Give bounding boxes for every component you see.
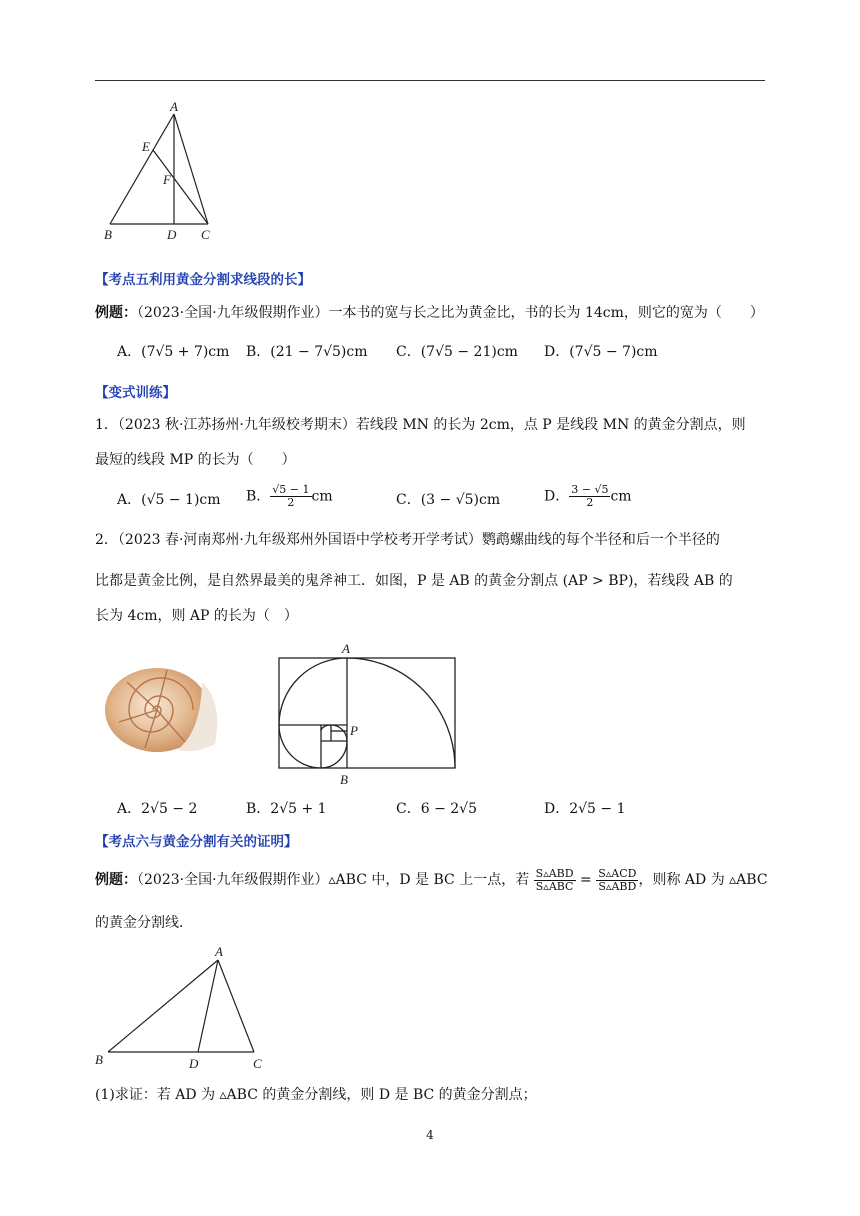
- section-5-options: [0, 340, 860, 364]
- fraction-numerator: √5 − 1: [272, 483, 310, 496]
- variant-q2-line2: 比都是黄金比例，是自然界最美的鬼斧神工．如图，P 是 AB 的黄金分割点 (AP > BP)，若线段 AB 的: [95, 573, 733, 589]
- segment-ac: [174, 114, 208, 224]
- label-b: B: [340, 772, 348, 787]
- page-number: 4: [426, 1128, 434, 1142]
- fraction-numerator: 3 − √5: [571, 483, 609, 496]
- section-6-heading: 【考点六与黄金分割有关的证明】: [95, 834, 298, 850]
- segment-ec: [153, 150, 208, 224]
- golden-spiral-curve: [279, 658, 455, 768]
- section-6-example-line2: 的黄金分割线．: [95, 915, 193, 931]
- example-text-1: （2023·全国·九年级假期作业）▵ABC 中，D 是 BC 上一点，若: [137, 872, 530, 888]
- q2-option-b: B．2√5 + 1: [246, 801, 327, 817]
- example-text: （2023·全国·九年级假期作业）一本书的宽与长之比为黄金比，书的长为 14cm，则它的宽为（ ）: [137, 305, 764, 321]
- fraction-numerator: S▵ABD: [535, 866, 574, 880]
- option-c: C．(7√5 − 21)cm: [396, 344, 518, 360]
- variant-q2-line3: 长为 4cm，则 AP 的长为（ ）: [95, 608, 298, 624]
- q1-option-d-unit: cm: [610, 488, 632, 505]
- q1-option-b: [246, 484, 333, 509]
- label-c: C: [201, 227, 210, 242]
- q1-option-b-label: B．: [246, 488, 271, 505]
- label-c: C: [253, 1056, 262, 1070]
- fraction-denominator: 2: [586, 496, 594, 509]
- option-d: D．(7√5 − 7)cm: [544, 344, 658, 360]
- triangle-figure-1: [95, 96, 225, 246]
- example-label: 例题：: [95, 305, 137, 321]
- label-f: F: [163, 172, 171, 187]
- variant-q2-line1: 2．（2023 春·河南郑州·九年级郑州外国语中学校考开学考试）鹦鹉螺曲线的每个半径和后一个半径的: [95, 532, 720, 548]
- label-b: B: [95, 1052, 103, 1067]
- fraction-denominator: 2: [287, 496, 295, 509]
- area-ratio-2: [596, 868, 638, 893]
- outer-rectangle: [279, 658, 455, 768]
- q1-option-b-fraction: [270, 484, 311, 509]
- q2-option-a: A．2√5 − 2: [117, 801, 198, 817]
- golden-spiral-figure: [270, 636, 466, 788]
- label-e: E: [142, 139, 150, 154]
- fraction-numerator: S▵ACD: [598, 866, 637, 880]
- q1-option-d: [544, 484, 632, 509]
- fraction-denominator: S▵ABC: [535, 879, 574, 893]
- label-d: D: [167, 227, 177, 242]
- segment-ac: [218, 960, 254, 1052]
- label-a: A: [170, 99, 178, 114]
- example-text-2: ，则称 AD 为 ▵ABC: [638, 872, 768, 888]
- label-p: P: [350, 723, 358, 738]
- q1-option-a: A．(√5 − 1)cm: [117, 492, 221, 508]
- nautilus-shell-image: [97, 662, 225, 757]
- example-label: 例题：: [95, 872, 137, 888]
- header-rule: [95, 80, 765, 81]
- q2-option-c: C．6 − 2√5: [396, 801, 477, 817]
- q1-option-c: C．(3 − √5)cm: [396, 492, 501, 508]
- q1-option-b-unit: cm: [311, 488, 333, 505]
- q1-option-d-label: D．: [544, 488, 570, 505]
- equals-sign: =: [580, 872, 592, 888]
- q2-option-d: D．2√5 − 1: [544, 801, 626, 817]
- option-a: A．(7√5 + 7)cm: [117, 344, 230, 360]
- label-a: A: [342, 641, 350, 656]
- variant-heading: 【变式训练】: [95, 385, 176, 401]
- segment-ab: [110, 114, 174, 224]
- section-6-question-1: (1)求证：若 AD 为 ▵ABC 的黄金分割线，则 D 是 BC 的黄金分割点；: [95, 1087, 537, 1103]
- label-b: B: [104, 227, 112, 242]
- label-a: A: [215, 944, 223, 959]
- variant-q1-options: [0, 484, 860, 516]
- variant-q1-line1: 1．（2023 秋·江苏扬州·九年级校考期末）若线段 MN 的长为 2cm，点 P 是线段 MN 的黄金分割点，则: [95, 417, 746, 433]
- section-5-example: [95, 303, 764, 323]
- triangle-figure-2: [90, 940, 280, 1070]
- variant-q2-options: [0, 797, 860, 821]
- label-d: D: [189, 1056, 199, 1070]
- section-6-example: [95, 862, 768, 898]
- q1-option-d-fraction: [569, 484, 610, 509]
- fraction-denominator: S▵ABD: [598, 879, 637, 893]
- option-b: B．(21 − 7√5)cm: [246, 344, 368, 360]
- section-5-heading: 【考点五利用黄金分割求线段的长】: [95, 272, 311, 288]
- variant-q1-line2: 最短的线段 MP 的长为（ ）: [95, 452, 296, 468]
- area-ratio-1: [534, 868, 576, 893]
